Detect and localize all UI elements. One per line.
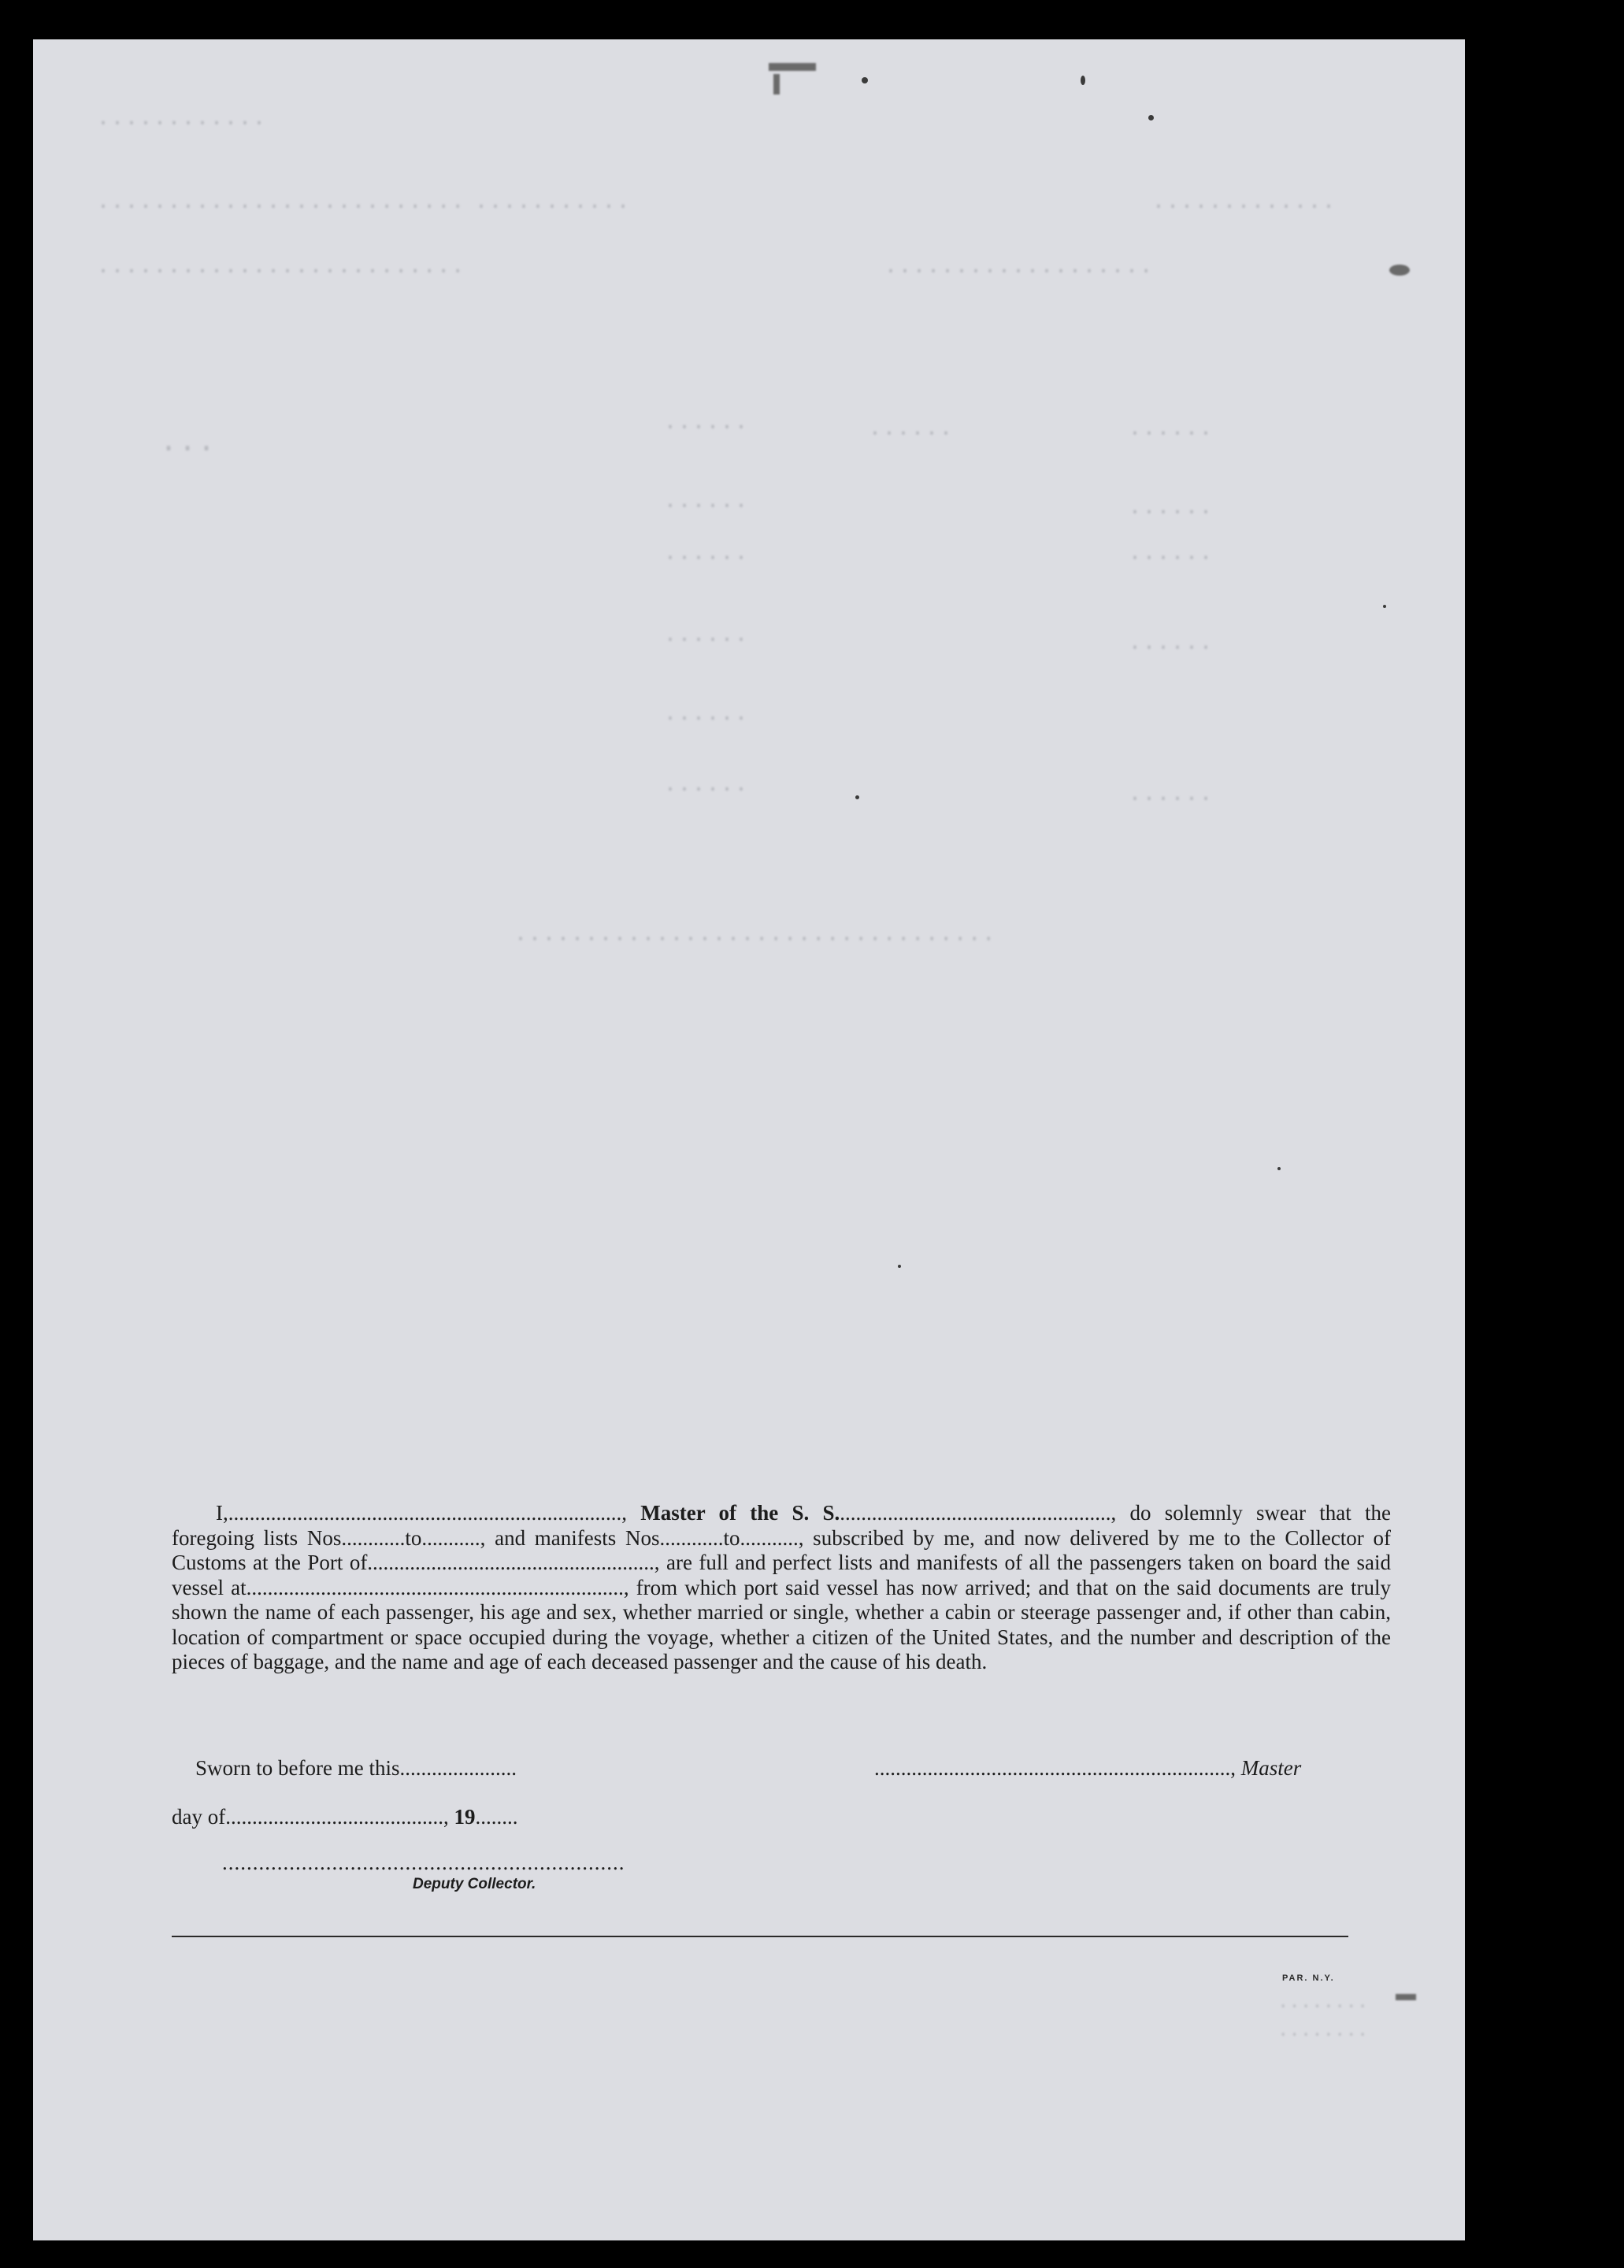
ink-blot: [769, 63, 816, 71]
sworn-line: Sworn to before me this......................: [195, 1756, 517, 1780]
year-dots: ........: [475, 1805, 518, 1829]
master-signature-line: [874, 1756, 1301, 1781]
ink-blot: [773, 74, 780, 94]
bleed-through-mark: ......: [663, 772, 749, 799]
bleed-through-mark: ......: [663, 701, 749, 728]
bleed-through-mark: ......: [663, 410, 749, 436]
ink-speck: [855, 795, 859, 799]
deputy-collector-label: Deputy Collector.: [413, 1876, 536, 1892]
master-of-ss-label: Master of the S. S.: [640, 1501, 840, 1525]
master-label: Master: [1240, 1756, 1302, 1780]
day-of-text: day of.........................................,: [172, 1805, 454, 1829]
ink-speck: [862, 77, 868, 83]
bleed-through-mark: ......: [663, 622, 749, 649]
bleed-through-mark: ...................: [884, 254, 1154, 280]
bleed-through-mark: ......: [1128, 781, 1214, 808]
bleed-through-mark: ..........................: [96, 254, 465, 280]
bleed-through-mark: ..........................: [96, 189, 465, 216]
ink-blot: [1396, 1994, 1416, 2000]
bleed-through-mark: ............: [96, 106, 267, 132]
bleed-through-mark: ...: [159, 425, 217, 461]
day-line: [172, 1805, 517, 1829]
ink-speck: [1383, 605, 1386, 608]
bleed-through-mark: ........: [1277, 1992, 1369, 2014]
ink-blot: [1389, 265, 1410, 276]
master-signature-dots: ...................................................................,: [874, 1756, 1241, 1780]
bleed-through-mark: ......: [1128, 540, 1214, 567]
printer-mark: PAR. N.Y.: [1282, 1973, 1335, 1983]
bleed-through-mark: ......: [1128, 416, 1214, 443]
manifest-page: [33, 39, 1465, 2240]
bleed-through-mark: ......: [663, 540, 749, 567]
bleed-through-mark: ..................................: [514, 921, 996, 948]
ink-speck: [1277, 1167, 1281, 1170]
oath-intro: I,..........................................................................,: [216, 1501, 641, 1525]
year-prefix: 19: [454, 1805, 476, 1829]
ink-speck: [1148, 115, 1154, 120]
deputy-signature-dots: ..................................................................: [222, 1851, 625, 1874]
oath-text: [172, 1501, 1391, 1675]
ink-speck: [898, 1265, 901, 1268]
bleed-through-mark: .............: [1151, 189, 1337, 216]
bleed-through-mark: ......: [663, 488, 749, 515]
bleed-through-mark: ......: [1128, 495, 1214, 521]
ink-speck: [1081, 76, 1085, 85]
horizontal-rule: [172, 1936, 1348, 1937]
oath-body: ..................................................., do solemnly swear that the foregoing lists Nos............to..........., and manifests Nos............to..........., subscribed by me, and now delivered by me to the Collector of Customs at the Port of......................................................, are full and perfect lists and manifests of all the passengers taken on board the said vessel at......................................................................., from which port said vessel has now arrived; and that on the said documents are truly shown the name of each passenger, his age and sex, whether married or single, whether a cabin or steerage passenger and, if other than cabin, location of compartment or space occupied during the voyage, whether a citizen of the United States, and the number and description of the pieces of baggage, and the name and age of each deceased passenger and the cause of his death.: [172, 1501, 1391, 1673]
bleed-through-mark: ......: [1128, 630, 1214, 657]
bleed-through-mark: ........: [1277, 2021, 1369, 2042]
oath-paragraph: [172, 1501, 1391, 1675]
bleed-through-mark: ...........: [474, 189, 631, 216]
bleed-through-mark: ......: [868, 416, 954, 443]
